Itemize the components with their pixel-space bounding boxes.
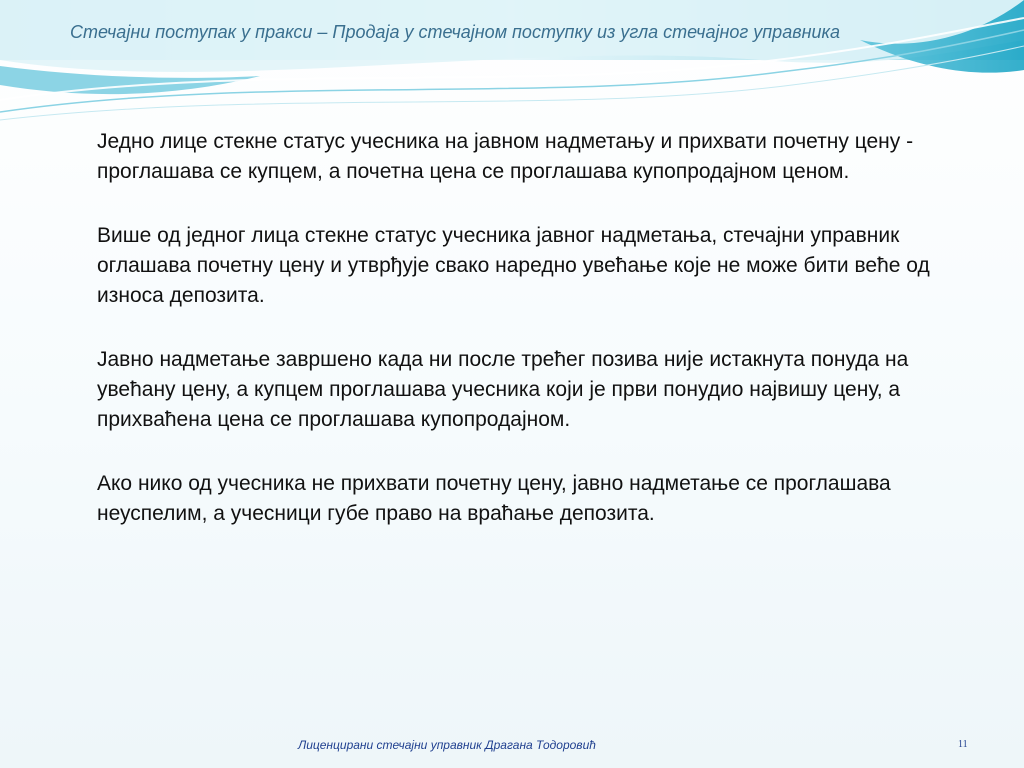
paragraph-single-bidder: Једно лице стекне статус учесника на јавном надметању и прихвати почетну цену - проглашава се купцем, а почетна цена се проглашава купопродајном ценом.: [97, 130, 914, 183]
header-wave-decoration: [0, 0, 1024, 130]
slide-title: Стечајни поступак у пракси – Продаја у стечајном поступку из угла стечајног управника: [70, 22, 841, 42]
footer-author: Лиценцирани стечајни управник Драгана Тодоровић: [298, 738, 596, 752]
paragraph-multiple-bidders: Више од једног лица стекне статус учесника јавног надметања, стечајни управник оглашава почетну цену и утврђује свако наредно увећање које не може бити веће од износа депозита.: [97, 224, 930, 307]
paragraph-auction-failed: Ако нико од учесника не прихвати почетну цену, јавно надметање се проглашава неуспелим, а учесници губе право на враћање депозита.: [97, 472, 891, 525]
slide-body: [97, 127, 977, 563]
page-number: 11: [958, 739, 968, 750]
paragraph-auction-end: Јавно надметање завршено када ни после трећег позива није истакнута понуда на увећану цену, а купцем проглашава учесника који је први понудио највишу цену, а прихваћена цена се проглашава купопродајном.: [97, 348, 909, 431]
